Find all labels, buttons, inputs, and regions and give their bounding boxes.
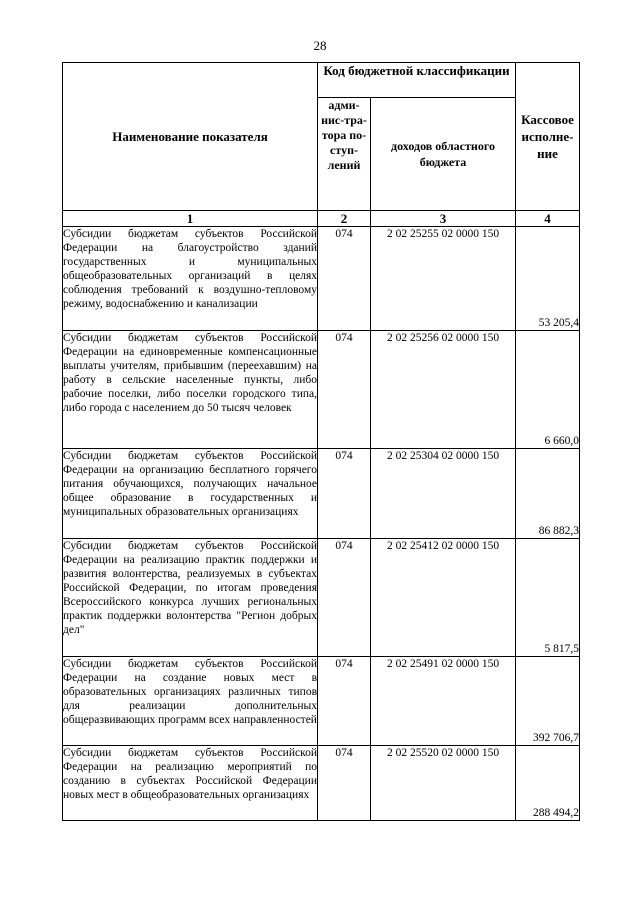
row-amount: 86 882,3 bbox=[516, 449, 580, 539]
row-admin-code: 074 bbox=[318, 449, 371, 539]
row-income-code: 2 02 25412 02 0000 150 bbox=[371, 539, 516, 657]
header-administrator: адми-нис-тра-тора по-ступ-лений bbox=[318, 98, 371, 211]
row-admin-code: 074 bbox=[318, 331, 371, 449]
header-budget-code: Код бюджетной классификации bbox=[318, 63, 516, 98]
column-number: 3 bbox=[371, 211, 516, 227]
row-admin-code: 074 bbox=[318, 746, 371, 821]
header-indicator-name: Наименование показателя bbox=[63, 63, 318, 211]
row-income-code: 2 02 25520 02 0000 150 bbox=[371, 746, 516, 821]
table-row bbox=[63, 227, 580, 331]
row-name: Субсидии бюджетам субъектов Российской Федерации на единовременные компенсационные выплаты учителям, прибывшим (переехавшим) на работу в сельские населенные пункты, либо рабочие поселки, либо поселки городского типа, либо города с населением до 50 тысяч человек bbox=[63, 331, 318, 449]
row-name: Субсидии бюджетам субъектов Российской Федерации на реализацию практик поддержки и развития волонтерства, реализуемых в субъектах Российской Федерации, по итогам проведения Всероссийского конкурса лучших региональных практик поддержки волонтерства "Регион добрых дел" bbox=[63, 539, 318, 657]
column-number: 1 bbox=[63, 211, 318, 227]
table-row bbox=[63, 539, 580, 657]
row-name: Субсидии бюджетам субъектов Российской Федерации на организацию бесплатного горячего питания обучающихся, получающих начальное общее образование в государственных и муниципальных образовательных организациях bbox=[63, 449, 318, 539]
row-amount: 392 706,7 bbox=[516, 657, 580, 746]
row-income-code: 2 02 25304 02 0000 150 bbox=[371, 449, 516, 539]
column-number: 2 bbox=[318, 211, 371, 227]
row-income-code: 2 02 25255 02 0000 150 bbox=[371, 227, 516, 331]
row-name: Субсидии бюджетам субъектов Российской Федерации на реализацию мероприятий по созданию в субъектах Российской Федерации новых мест в общеобразовательных организациях bbox=[63, 746, 318, 821]
row-amount: 6 660,0 bbox=[516, 331, 580, 449]
table-row bbox=[63, 746, 580, 821]
row-admin-code: 074 bbox=[318, 657, 371, 746]
page-number: 28 bbox=[313, 38, 327, 53]
header-cash-execution: Кассовое исполне-ние bbox=[516, 63, 580, 211]
column-number: 4 bbox=[516, 211, 580, 227]
table-row bbox=[63, 657, 580, 746]
row-income-code: 2 02 25491 02 0000 150 bbox=[371, 657, 516, 746]
row-admin-code: 074 bbox=[318, 539, 371, 657]
row-amount: 5 817,5 bbox=[516, 539, 580, 657]
row-name: Субсидии бюджетам субъектов Российской Федерации на создание новых мест в образовательных организациях различных типов для реализации дополнительных общеразвивающих программ всех направленностей bbox=[63, 657, 318, 746]
column-number-row bbox=[63, 211, 580, 227]
budget-table bbox=[62, 62, 580, 821]
header-income-code: доходов областного бюджета bbox=[371, 98, 516, 211]
row-admin-code: 074 bbox=[318, 227, 371, 331]
row-amount: 288 494,2 bbox=[516, 746, 580, 821]
row-amount: 53 205,4 bbox=[516, 227, 580, 331]
row-name: Субсидии бюджетам субъектов Российской Федерации на благоустройство зданий государственных и муниципальных общеобразовательных организаций в целях соблюдения требований к воздушно-тепловому режиму, водоснабжению и канализации bbox=[63, 227, 318, 331]
row-income-code: 2 02 25256 02 0000 150 bbox=[371, 331, 516, 449]
table-row bbox=[63, 449, 580, 539]
table-row bbox=[63, 331, 580, 449]
